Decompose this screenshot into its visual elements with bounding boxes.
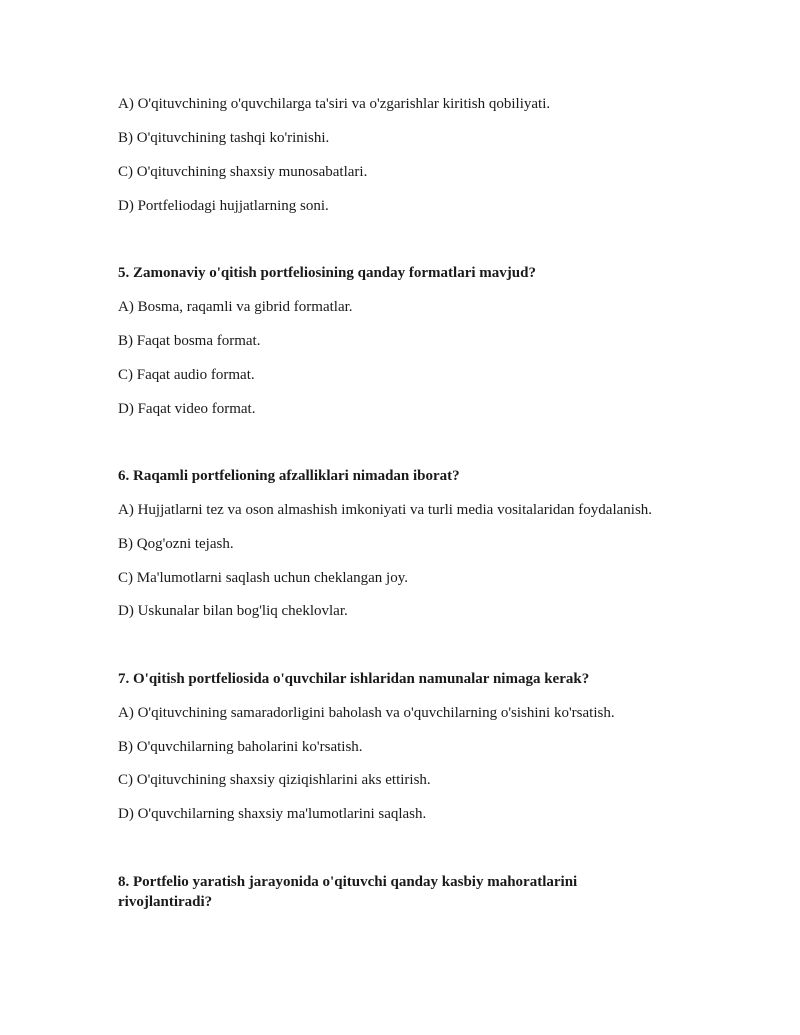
q5-option-d: D) Faqat video format. (118, 401, 256, 417)
q6-option-c: C) Ma'lumotlarni saqlash uchun cheklangan joy. (118, 570, 408, 586)
q4-option-c: C) O'qituvchining shaxsiy munosabatlari. (118, 164, 368, 180)
q8-question: 8. Portfelio yaratish jarayonida o'qituvchi qanday kasbiy mahoratlarini rivojlantiradi? (118, 874, 578, 910)
q7-option-b: B) O'quvchilarning baholarini ko'rsatish. (118, 739, 363, 755)
q5-option-a: A) Bosma, raqamli va gibrid formatlar. (118, 299, 353, 315)
q4-option-a: A) O'qituvchining o'quvchilarga ta'siri va o'zgarishlar kiritish qobiliyati. (118, 96, 551, 112)
q5-option-c: C) Faqat audio format. (118, 367, 255, 383)
q7-option-c: C) O'qituvchining shaxsiy qiziqishlarini aks ettirish. (118, 772, 431, 788)
q5-question: 5. Zamonaviy o'qitish portfeliosining qanday formatlari mavjud? (118, 265, 536, 281)
q6-option-a: A) Hujjatlarni tez va oson almashish imkoniyati va turli media vositalaridan foydalanish. (118, 502, 653, 518)
q4-option-d: D) Portfeliodagi hujjatlarning soni. (118, 198, 329, 214)
q7-question: 7. O'qitish portfeliosida o'quvchilar ishlaridan namunalar nimaga kerak? (118, 671, 590, 687)
q6-option-d: D) Uskunalar bilan bog'liq cheklovlar. (118, 603, 348, 619)
q4-option-b: B) O'qituvchining tashqi ko'rinishi. (118, 130, 330, 146)
q7-option-d: D) O'quvchilarning shaxsiy ma'lumotlarini saqlash. (118, 806, 427, 822)
q5-option-b: B) Faqat bosma format. (118, 333, 261, 349)
q6-question: 6. Raqamli portfelioning afzalliklari nimadan iborat? (118, 468, 460, 484)
q7-option-a: A) O'qituvchining samaradorligini baholash va o'quvchilarning o'sishini ko'rsatish. (118, 705, 615, 721)
q6-option-b: B) Qog'ozni tejash. (118, 536, 234, 552)
